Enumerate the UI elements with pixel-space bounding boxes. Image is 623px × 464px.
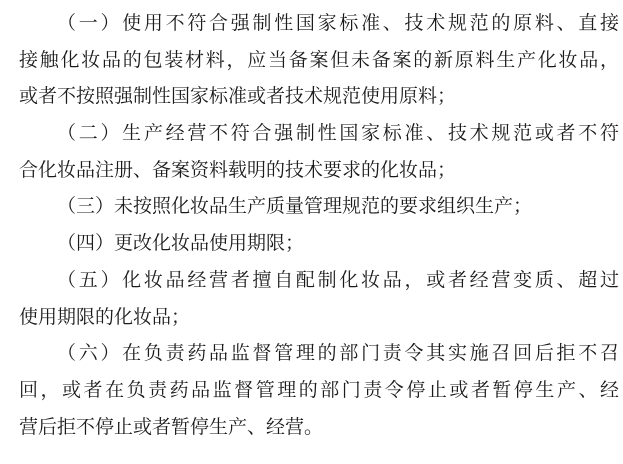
item-6-line-2: 回，或者在负责药品监督管理的部门责令停止或者暂停生产、经 [19,378,619,401]
item-6-line-3: 营后拒不停止或者暂停生产、经营。 [19,415,324,438]
item-3-line-1: （三）未按照化妆品生产质量管理规范的要求组织生产； [57,195,533,218]
item-5-line-2: 使用期限的化妆品； [19,305,191,328]
item-5-line-1: （五）化妆品经营者擅自配制化妆品，或者经营变质、超过 [57,268,619,291]
item-4-line-1: （四）更改化妆品使用期限； [57,232,305,255]
item-1-line-1: （一）使用不符合强制性国家标准、技术规范的原料、直接 [57,12,619,34]
item-2-line-2: 合化妆品注册、备案资料载明的技术要求的化妆品； [19,158,457,181]
item-1-line-2: 接触化妆品的包装材料，应当备案但未备案的新原料生产化妆品， [19,48,619,71]
item-2-line-1: （二）生产经营不符合强制性国家标准、技术规范或者不符 [57,122,619,145]
item-1-line-3: 或者不按照强制性国家标准或者技术规范使用原料； [19,85,457,108]
item-6-line-1: （六）在负责药品监督管理的部门责令其实施召回后拒不召 [57,342,619,365]
